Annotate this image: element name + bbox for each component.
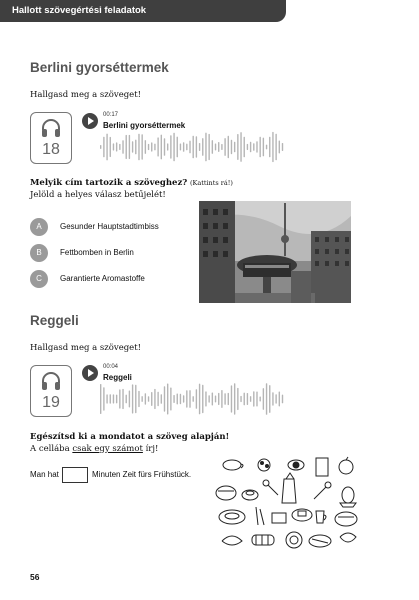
section-title: Reggeli: [30, 313, 79, 328]
play-button[interactable]: [82, 365, 98, 381]
waveform-bar: [145, 393, 146, 405]
waveform-bar: [240, 132, 241, 162]
waveform-bar: [116, 142, 117, 151]
waveform-bar: [272, 392, 273, 405]
waveform-bar: [132, 141, 133, 152]
headphones-icon: [40, 117, 62, 139]
waveform-bar: [138, 134, 139, 161]
waveform-bar: [138, 391, 139, 407]
waveform-bar: [221, 390, 222, 408]
waveform-bar: [237, 134, 238, 160]
instruction-text: Hallgasd meg a szöveget!: [30, 90, 142, 100]
waveform-bar: [129, 135, 130, 159]
waveform-bar: [154, 389, 155, 409]
waveform-bar: [151, 392, 152, 406]
waveform-bar: [208, 134, 209, 160]
waveform-bar: [164, 138, 165, 156]
waveform-bar: [253, 391, 254, 406]
waveform-bar: [244, 393, 245, 406]
waveform-bar: [186, 390, 187, 407]
waveform-bar: [212, 140, 213, 154]
waveform-bar: [266, 145, 267, 150]
waveform-bar: [228, 393, 229, 405]
waveform-bar: [263, 138, 264, 157]
waveform-bar: [193, 396, 194, 402]
waveform-bar: [256, 141, 257, 153]
waveform-bar: [126, 395, 127, 404]
waveform-bar: [250, 142, 251, 153]
waveform-bar: [266, 383, 267, 415]
section-title: Berlini gyorséttermek: [30, 60, 169, 75]
waveform-bar: [215, 396, 216, 403]
waveform-bar: [250, 396, 251, 402]
waveform-bar: [100, 145, 101, 149]
waveform-bar: [282, 143, 283, 151]
waveform-bar: [119, 144, 120, 150]
waveform-bar: [145, 140, 146, 154]
audio-title: Reggeli: [103, 373, 132, 382]
berlin-photo: [199, 201, 351, 303]
waveform-bar: [183, 142, 184, 152]
waveform-bar: [154, 144, 155, 151]
waveform-bar: [180, 144, 181, 151]
waveform-bar: [148, 396, 149, 402]
waveform-bar: [205, 133, 206, 162]
option-letter: A: [30, 218, 48, 236]
waveform-bar: [103, 137, 104, 158]
waveform-bar: [164, 386, 165, 412]
waveform-bar: [253, 143, 254, 151]
waveform-bar: [189, 141, 190, 154]
waveform-bar: [237, 388, 238, 410]
waveform-bar: [167, 143, 168, 150]
waveform-bar: [196, 389, 197, 409]
question-hint: (Kattints rá!): [189, 179, 233, 187]
waveform-bar: [240, 396, 241, 402]
page-number: 56: [30, 572, 40, 582]
waveform-bar: [103, 387, 104, 410]
play-button[interactable]: [82, 113, 98, 129]
waveform-bar: [193, 136, 194, 159]
waveform-bar: [122, 140, 123, 154]
audio-track-box[interactable]: [30, 365, 72, 417]
waveform-bar: [279, 141, 280, 154]
waveform-bar: [177, 394, 178, 405]
waveform-bar: [141, 396, 142, 402]
answer-input[interactable]: [62, 467, 88, 483]
waveform-bar: [173, 395, 174, 403]
waveform-bar: [244, 137, 245, 158]
question-bold: Melyik cím tartozik a szöveghez?: [30, 178, 188, 188]
track-number: 19: [42, 394, 60, 411]
waveform-bar: [113, 394, 114, 403]
waveform-bar: [202, 385, 203, 413]
waveform-bar: [231, 140, 232, 154]
instruction-text: Hallgasd meg a szöveget!: [30, 343, 142, 353]
waveform-bar: [259, 396, 260, 401]
waveform-bar: [215, 144, 216, 151]
waveform-bar: [208, 395, 209, 402]
waveform-bar: [263, 388, 264, 410]
waveform-bar: [167, 383, 168, 414]
waveform-bar: [183, 395, 184, 402]
waveform-bar: [202, 138, 203, 156]
audio-title: Berlini gyorséttermek: [103, 121, 186, 130]
option-label: Garantierte Aromastoffe: [60, 274, 145, 283]
page-header: [0, 0, 286, 22]
waveform-bar: [170, 387, 171, 410]
waveform-bar: [275, 134, 276, 161]
waveform-bar: [135, 385, 136, 414]
waveform-bar: [234, 142, 235, 153]
waveform-bar: [196, 136, 197, 157]
question-text: [30, 178, 233, 188]
waveform-bar: [218, 142, 219, 152]
waveform-bar: [141, 134, 142, 159]
waveform-bar: [157, 137, 158, 156]
audio-track-box[interactable]: [30, 112, 72, 164]
waveform-bar: [272, 132, 273, 162]
waveform-bar: [106, 134, 107, 161]
waveform-bar: [199, 143, 200, 151]
sub-prefix: A cellába: [30, 444, 73, 454]
option-label: Gesunder Hauptstadtimbiss: [60, 222, 159, 231]
waveform-bar: [224, 138, 225, 156]
waveform-bar: [256, 391, 257, 406]
sentence-after: Minuten Zeit fürs Frühstück.: [92, 470, 192, 479]
sub-instruction: Jelöld a helyes válasz betűjelét!: [30, 190, 166, 200]
waveform-bar: [151, 142, 152, 151]
waveform-bar: [228, 136, 229, 159]
sub-instruction: [30, 444, 158, 454]
waveform-bar: [110, 394, 111, 404]
waveform-bar: [161, 135, 162, 160]
waveform-bar: [205, 391, 206, 406]
header-title: Hallott szövegértési feladatok: [12, 5, 147, 16]
waveform-bar: [247, 393, 248, 405]
waveform-bar: [119, 389, 120, 408]
waveform-bar: [282, 395, 283, 404]
waveform-bar: [110, 137, 111, 157]
waveform-bar: [170, 135, 171, 158]
waveform-bar: [173, 133, 174, 162]
waveform-bar: [279, 392, 280, 407]
waveform-bar: [269, 385, 270, 413]
waveform-bar: [180, 394, 181, 404]
waveform-bar: [212, 392, 213, 405]
waveform-bar: [224, 393, 225, 405]
waveform-bar: [189, 390, 190, 408]
audio-duration: 00:17: [103, 112, 119, 118]
headphones-icon: [40, 370, 62, 392]
waveform-bar: [199, 384, 200, 415]
waveform-bar: [269, 137, 270, 158]
option-label: Fettbomben in Berlin: [60, 248, 134, 257]
waveform-bar: [247, 144, 248, 150]
waveform-bar: [148, 144, 149, 150]
waveform-bar: [221, 144, 222, 150]
sub-link: csak egy számot: [72, 444, 143, 454]
waveform-bar: [234, 383, 235, 414]
waveform-bar: [177, 137, 178, 158]
waveform-bar: [132, 384, 133, 413]
waveform-bar: [113, 143, 114, 150]
waveform-bar: [157, 392, 158, 406]
sentence-before: Man hat: [30, 470, 59, 479]
option-letter: B: [30, 244, 48, 262]
waveform-bar: [275, 394, 276, 403]
audio-waveform[interactable]: [100, 130, 285, 164]
waveform-bar: [135, 140, 136, 155]
waveform-bar: [129, 391, 130, 408]
waveform-bar: [106, 394, 107, 403]
waveform-bar: [161, 394, 162, 404]
audio-waveform[interactable]: [100, 382, 285, 416]
breakfast-illustration: [212, 455, 364, 555]
waveform-bar: [231, 385, 232, 412]
waveform-bar: [186, 144, 187, 151]
waveform-bar: [259, 137, 260, 158]
option-letter: C: [30, 270, 48, 288]
question-text: Egészítsd ki a mondatot a szöveg alapján!: [30, 432, 230, 442]
waveform-bar: [218, 393, 219, 405]
waveform-bar: [116, 395, 117, 404]
waveform-bar: [100, 384, 101, 414]
waveform-bar: [126, 135, 127, 159]
audio-duration: 00:04: [103, 364, 119, 370]
sub-suffix: írj!: [142, 444, 159, 454]
track-number: 18: [42, 141, 60, 158]
waveform-bar: [122, 389, 123, 409]
